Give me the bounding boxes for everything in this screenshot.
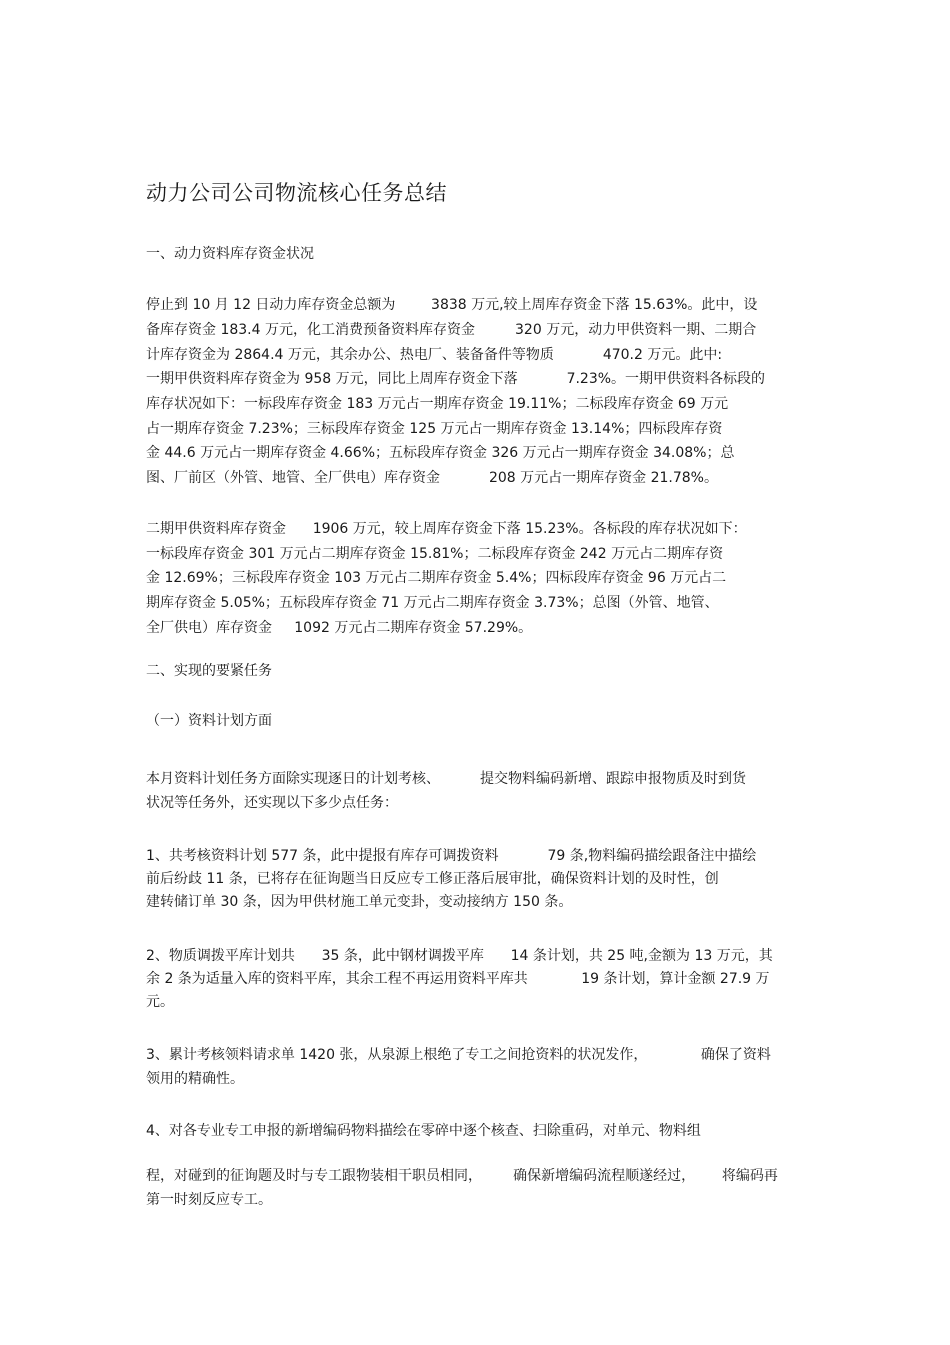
section-heading-inventory: 一、动力资料库存资金状况 [146, 246, 314, 262]
paragraph-line: 二期甲供资料库存资金 1906 万元，较上周库存资金下落 15.23%。各标段的库存状况如下： [146, 521, 747, 537]
paragraph-line: 3、累计考核领料请求单 1420 张，从泉源上根绝了专工之间抢资料的状况发作， 确保了资料 [146, 1047, 771, 1063]
paragraph-line: 全厂供电）库存资金 1092 万元占二期库存资金 57.29%。 [146, 620, 533, 636]
subsection-heading-material-plan: （一）资料计划方面 [146, 713, 272, 729]
paragraph-line: 建转储订单 30 条，因为甲供材施工单元变卦，变动接纳方 150 条。 [146, 894, 573, 910]
paragraph-line: 本月资料计划任务方面除实现逐日的计划考核、 提交物料编码新增、跟踪申报物质及时到货 [146, 771, 747, 787]
paragraph-line: 图、厂前区（外管、地管、全厂供电）库存资金 208 万元占一期库存资金 21.78%。 [146, 470, 718, 486]
paragraph-line: 一期甲供资料库存资金为 958 万元，同比上周库存资金下落 7.23%。一期甲供资料各标段的 [146, 371, 766, 387]
paragraph-line: 计库存资金为 2864.4 万元，其余办公、热电厂、装备备件等物质 470.2 万元。此中: [146, 347, 723, 363]
paragraph-line: 余 2 条为适量入库的资料平库，其余工程不再运用资料平库共 19 条计划，算计金额 27.9 万 [146, 971, 770, 987]
paragraph-line: 金 44.6 万元占一期库存资金 4.66%；五标段库存资金 326 万元占一期库存资金 34.08%；总 [146, 445, 735, 461]
paragraph-line: 一标段库存资金 301 万元占二期库存资金 15.81%；二标段库存资金 242 万元占二期库存资 [146, 546, 724, 562]
paragraph-line: 领用的精确性。 [146, 1071, 244, 1087]
paragraph-line: 元。 [146, 994, 174, 1010]
paragraph-line: 状况等任务外，还实现以下多少点任务： [146, 795, 398, 811]
paragraph-line: 2、物质调拨平库计划共 35 条，此中钢材调拨平库 14 条计划，共 25 吨,金额为 13 万元，其 [146, 948, 773, 964]
paragraph-line: 停止到 10 月 12 日动力库存资金总额为 3838 万元,较上周库存资金下落 15.63%。此中，设 [146, 297, 758, 313]
paragraph-line: 前后纷歧 11 条，已将存在征询题当日反应专工修正落后展审批，确保资料计划的及时性，创 [146, 871, 719, 887]
paragraph-line: 金 12.69%；三标段库存资金 103 万元占二期库存资金 5.4%；四标段库存资金 96 万元占二 [146, 570, 727, 586]
paragraph-line: 库存状况如下：一标段库存资金 183 万元占一期库存资金 19.11%；二标段库存资金 69 万元 [146, 396, 729, 412]
paragraph-line: 1、共考核资料计划 577 条，此中提报有库存可调拨资料 79 条,物料编码描绘跟备注中描绘 [146, 848, 757, 864]
paragraph-line: 占一期库存资金 7.23%；三标段库存资金 125 万元占一期库存资金 13.14%；四标段库存资 [146, 421, 723, 437]
section-heading-tasks: 二、实现的要紧任务 [146, 663, 272, 679]
paragraph-line: 备库存资金 183.4 万元，化工消费预备资料库存资金 320 万元，动力甲供资料一期、二期合 [146, 322, 757, 338]
document-title: 动力公司公司物流核心任务总结 [146, 181, 447, 205]
paragraph-line: 第一时刻反应专工。 [146, 1192, 272, 1208]
paragraph-line: 期库存资金 5.05%；五标段库存资金 71 万元占二期库存资金 3.73%；总图（外管、地管、 [146, 595, 719, 611]
paragraph-line: 程，对碰到的征询题及时与专工跟物装相干职员相同， 确保新增编码流程顺遂经过， 将编码再 [146, 1168, 778, 1184]
paragraph-line: 4、对各专业专工申报的新增编码物料描绘在零碎中逐个核查、扫除重码，对单元、物料组 [146, 1123, 701, 1139]
